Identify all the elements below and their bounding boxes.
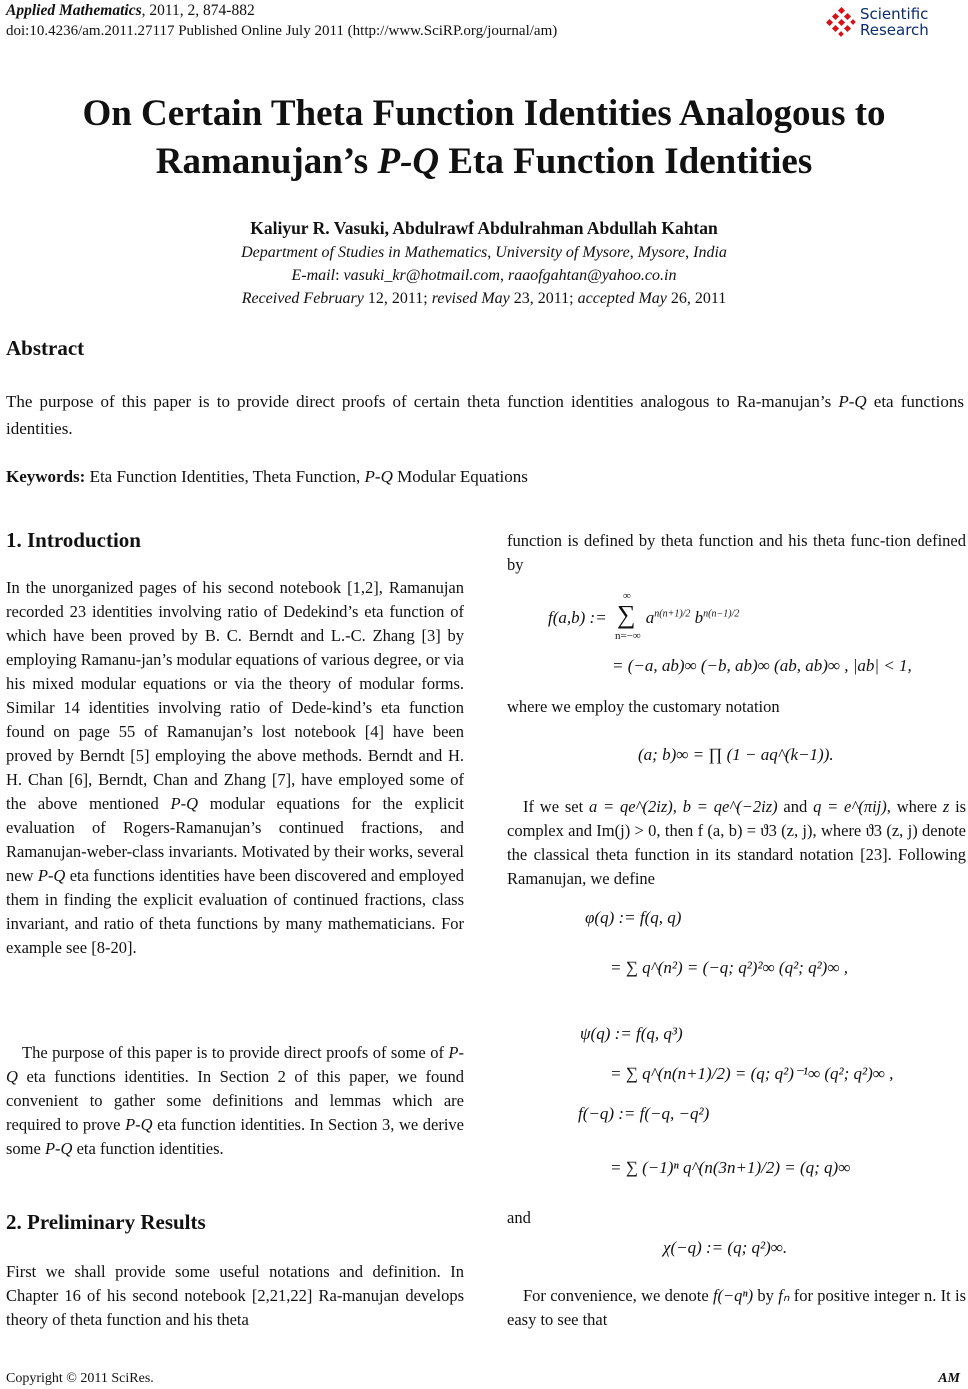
- abstract-pq: P-Q: [838, 392, 867, 411]
- sum-top: ∞: [622, 590, 631, 602]
- affiliation: Department of Studies in Mathematics, University of Mysore, Mysore, India: [241, 244, 727, 261]
- dates: [0, 288, 968, 310]
- revised-date: 23, 2011;: [509, 290, 578, 307]
- title-line-2: [0, 138, 968, 186]
- logo-line-2: Research: [860, 21, 929, 39]
- abstract-text: [6, 388, 964, 442]
- intro-paragraph-1: [6, 576, 464, 960]
- title-part: Eta Function Identities: [439, 141, 813, 182]
- eq-f-def-line-2: = (−a, ab)∞ (−b, ab)∞ (ab, ab)∞ , |ab| < 1,: [612, 656, 912, 675]
- eq-b: b: [694, 608, 704, 627]
- right-paragraph-1: function is defined by theta function and his theta func-tion defined by: [507, 531, 966, 574]
- eq-fn-short: fₙ: [778, 1286, 790, 1305]
- eq-psi-2: = ∑ q^(n(n+1)/2) = (q; q²)⁻¹∞ (q²; q²)∞ ,: [610, 1064, 894, 1083]
- journal-volume: , 2011, 2, 874-882: [141, 2, 255, 19]
- keywords-label: Keywords:: [6, 467, 86, 486]
- logo-text: [860, 6, 929, 38]
- eq-q-def: q = e^(πij): [813, 797, 887, 816]
- eq-fneg-2: = ∑ (−1)ⁿ q^(n(3n+1)/2) = (q; q)∞: [610, 1158, 851, 1177]
- country: India: [693, 244, 727, 261]
- copyright: Copyright © 2011 SciRes.: [6, 1371, 154, 1386]
- text: The purpose of this paper is to provide direct proofs of some of: [22, 1043, 449, 1062]
- eq-pochhammer: (a; b)∞ = ∏ (1 − aq^(k−1)).: [638, 745, 834, 764]
- text: is complex and Im(j) > 0, then f (a, b) = ϑ3 (z, j), where ϑ3 (z, j) denote the classical theta function in its standard notation [23]. Following Ramanujan, we define: [507, 797, 967, 888]
- keywords-part: Eta Function Identities, Theta Function,: [85, 467, 365, 486]
- keywords-part: Modular Equations: [392, 467, 528, 486]
- title-pq: P-Q: [377, 141, 440, 182]
- accepted-label: accepted May: [577, 290, 667, 307]
- email-2[interactable]: raaofgahtan@yahoo.co.in: [507, 267, 677, 284]
- eq-fn: f(−qⁿ): [712, 1286, 754, 1305]
- convenience-paragraph: [507, 1284, 966, 1332]
- eq-a-def: a = qe^(2iz): [588, 797, 673, 816]
- pq: P-Q: [37, 866, 66, 885]
- eq-fneg-1: f(−q) := f(−q, −q²): [578, 1104, 710, 1123]
- sum-symbol: [614, 590, 641, 642]
- text: For convenience, we denote: [523, 1286, 709, 1305]
- text: eta function identities. In Section 3, we derive some: [6, 1115, 464, 1158]
- received-label: Received February: [241, 290, 364, 307]
- paper-title: [0, 90, 968, 186]
- scirp-logo-icon: [826, 7, 856, 37]
- text: In the unorganized pages of his second notebook [1,2], Ramanujan recorded 23 identities involving ratio of Dedekind’s eta function of which have been proved by B. C. Berndt and L.-C. Zhang [3] by employing Ramanu-jan’s modular equations of various degree, or via his mixed modular equations or via the theory of modular forms. Similar 14 identities involving ratio of Dede-kind’s eta function found on page 55 of Ramanujan’s lost notebook [4] have been proved by Berndt [5] employing the above methods. Berndt and H. H. Chan [6], Berndt, Chan and Zhang [7], have employed some of the above mentioned: [6, 578, 464, 813]
- eq-lhs: f(a,b) :=: [548, 608, 607, 627]
- text: eta functions identities have been discovered and employed them in finding the explicit evaluation of continued fractions, class invariant, and ratio of theta functions by many mathematicians. For example see [8-20].: [6, 866, 464, 957]
- publisher-logo: [826, 2, 966, 42]
- sum-glyph: ∑: [616, 600, 636, 629]
- eq-psi-1: ψ(q) := f(q, q³): [580, 1024, 683, 1043]
- intro-paragraph-2: [6, 1041, 464, 1161]
- keywords: [6, 467, 528, 487]
- received-date: 12, 2011;: [363, 290, 432, 307]
- z-var: z: [942, 797, 950, 816]
- text: eta function identities.: [72, 1139, 224, 1158]
- set-paragraph: If we set a = qe^(2iz), b = qe^(−2iz) and q = e^(πij), where z is complex and Im(j) > 0, then f (a, b) = ϑ3 (z, j), where ϑ3 (z, j) denote the classical theta function in its standard notation [23]. Following Ramanujan, we define: [507, 797, 967, 888]
- journal-header: [6, 2, 255, 20]
- text: eta functions identities. In Section 2 of this paper, we found convenient to gather some definitions and lemmas which are required to prove: [6, 1067, 464, 1134]
- text: by: [757, 1286, 774, 1305]
- eq-phi-2: = ∑ q^(n²) = (−q; q²)²∞ (q²; q²)∞ ,: [610, 958, 848, 977]
- text: for: [793, 1286, 813, 1305]
- university: University of Mysore: [495, 244, 630, 261]
- text: modular equations for the explicit evaluation of Rogers-Ramanujan’s continued fractions, and Ramanujan-weber-class invariants. Motivated by their works, several new: [6, 794, 464, 885]
- title-part: Ramanujan’s: [155, 141, 378, 182]
- notation-text: where we employ the customary notation: [507, 697, 780, 716]
- keywords-pq: P-Q: [364, 467, 393, 486]
- pq: P-Q: [44, 1139, 73, 1158]
- abstract-heading: Abstract: [6, 336, 85, 360]
- accepted-date: 26, 2011: [666, 290, 727, 307]
- and-text: and: [507, 1208, 531, 1227]
- pq: P-Q: [125, 1115, 153, 1134]
- eq-f-def-line-1: [548, 590, 740, 642]
- revised-label: revised May: [431, 290, 510, 307]
- eq-chi: χ(−q) := (q; q²)∞.: [663, 1238, 788, 1257]
- abstract-part: eta functions identities.: [6, 392, 964, 438]
- eq-exp-2: n(n−1)/2: [703, 608, 740, 620]
- abstract-part: The purpose of this paper is to provide direct proofs of certain theta function identities analogous to Ra-manujan’s: [6, 392, 839, 411]
- eq-a: a: [645, 608, 655, 627]
- doi-line: doi:10.4236/am.2011.27117 Published Online July 2011 (http://www.SciRP.org/journal/am): [6, 23, 558, 39]
- email-label: E-mail: [291, 267, 336, 284]
- pq: P-Q: [170, 794, 199, 813]
- text: If we set: [523, 797, 584, 816]
- city: Mysore: [637, 244, 686, 261]
- journal-abbr: AM: [938, 1371, 960, 1386]
- text: positive integer n. It is easy to see that: [507, 1286, 967, 1329]
- sum-bottom: n=−∞: [614, 630, 641, 642]
- logo-line-1: Scientific: [860, 5, 929, 23]
- eq-phi-1: φ(q) := f(q, q): [585, 908, 682, 927]
- pq: P-Q: [6, 1043, 464, 1086]
- prelim-paragraph: First we shall provide some useful notations and definition. In Chapter 16 of his second notebook [2,21,22] Ra-manujan develops theory of theta function and his theta: [6, 1262, 464, 1329]
- text: where: [896, 797, 938, 816]
- email-1[interactable]: vasuki_kr@hotmail.com: [343, 267, 500, 284]
- text: and: [783, 797, 808, 816]
- prelim-heading: 2. Preliminary Results: [6, 1210, 206, 1234]
- emails: E-mail: vasuki_kr@hotmail.com, raaofgahtan@yahoo.co.in: [291, 267, 677, 284]
- authors: Kaliyur R. Vasuki, Abdulrawf Abdulrahman Abdullah Kahtan: [250, 218, 718, 238]
- journal-name: Applied Mathematics: [6, 2, 142, 19]
- dept: Department of Studies in Mathematics: [241, 244, 488, 261]
- eq-exp-1: n(n+1)/2: [654, 608, 691, 620]
- intro-heading: 1. Introduction: [6, 528, 141, 552]
- eq-b-def: b = qe^(−2iz): [682, 797, 778, 816]
- title-line-1: On Certain Theta Function Identities Analogous to: [82, 93, 886, 134]
